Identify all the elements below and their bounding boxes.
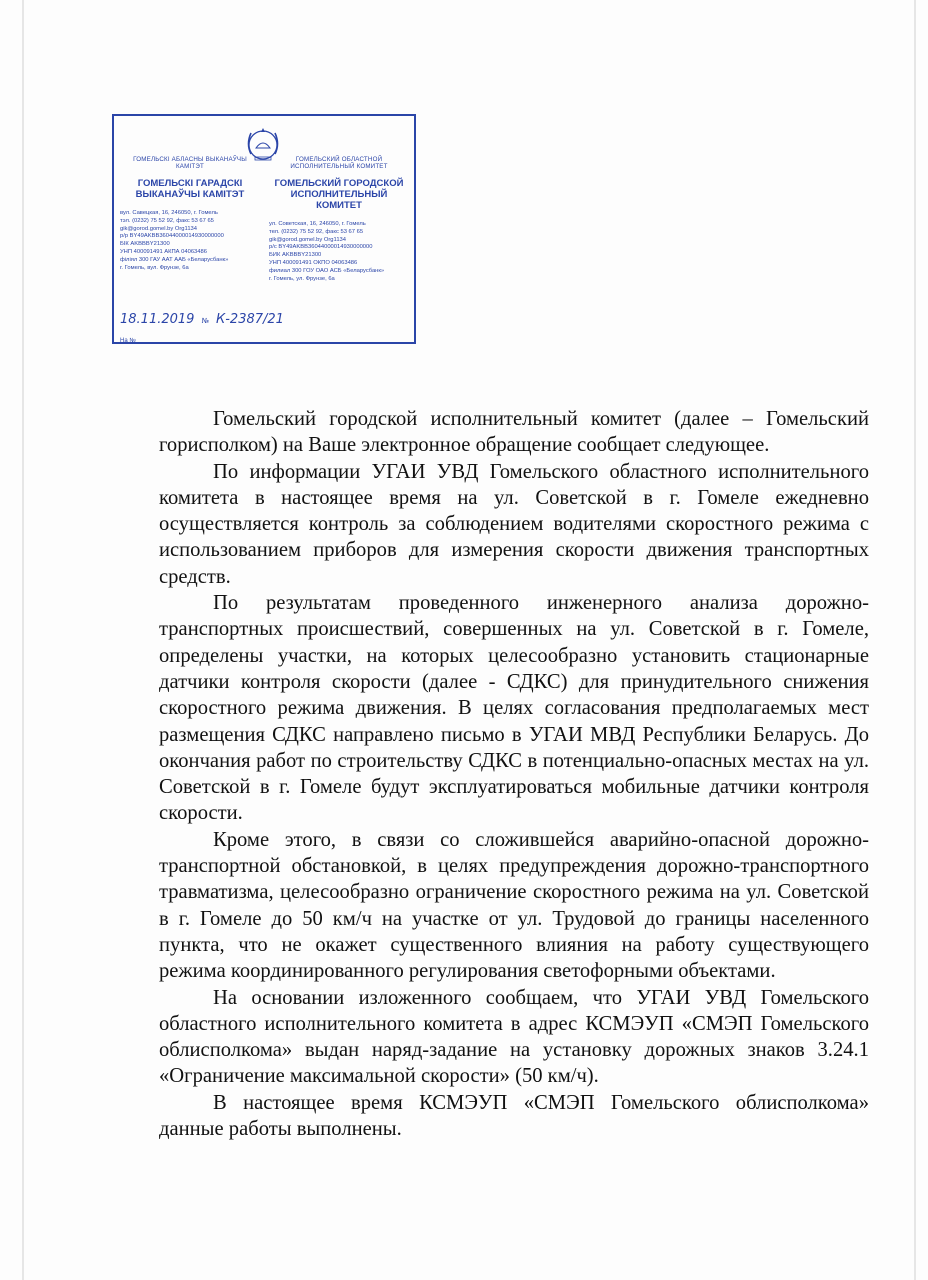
registration-number: К-2387/21 bbox=[216, 312, 284, 327]
reference-line: На № ________________ ______ bbox=[120, 338, 213, 344]
letter-body bbox=[159, 406, 869, 1142]
registration-date: 18.11.2019 bbox=[120, 312, 195, 327]
paragraph: На основании изложенного сообщаем, что УГАИ УВД Гомельского областного исполнительного комитета в адрес КСМЭУП «СМЭП Гомельского облисполкома» выдан наряд-задание на установку дорожных знаков 3.24.1 «Ограничение максимальной скорости» (50 км/ч). bbox=[159, 986, 869, 1088]
ru-city-committee: ГОМЕЛЬСКИЙ ГОРОДСКОЙ ИСПОЛНИТЕЛЬНЫЙ КОМИТЕТ bbox=[274, 178, 404, 211]
by-address-block: вул. Савецкая, 16, 246050, г. Гомель тэл. (0232) 75 52 92, факс 53 67 65 gik@gorod.gomel.by Org1134 р/р BY49AKBB36044000014930000000 БІК AKBBBY21300 УНП 400091491 АКПА 04063486 філіял 300 ГАУ ААТ ААБ «Беларусбанк» г. Гомель, вул. Фрунзе, 6а bbox=[120, 210, 229, 271]
by-oblast-committee: ГОМЕЛЬСКІ АБЛАСНЫ ВЫКАНАЎЧЫ КАМІТЭТ bbox=[133, 156, 247, 170]
paragraph: В настоящее время КСМЭУП «СМЭП Гомельского облисполкома» данные работы выполнены. bbox=[159, 1091, 869, 1141]
reference-label: На № bbox=[120, 338, 136, 344]
letterhead-stamp bbox=[112, 114, 416, 344]
paragraph: По результатам проведенного инженерного анализа дорожно-транспортных происшествий, совершенных на ул. Советской в г. Гомеле, определены участки, на которых целесообразно установить стационарные датчики контроля скорости (далее - СДКС) для принудительного снижения скоростного режима движения. В целях согласования предполагаемых мест размещения СДКС направлено письмо в УГАИ МВД Республики Беларусь. До окончания работ по строительству СДКС в потенциально-опасных местах на ул. Советской в г. Гомеле будут эксплуатироваться мобильные датчики контроля скорости. bbox=[159, 592, 869, 825]
number-label: № bbox=[201, 317, 209, 325]
paragraph: Кроме этого, в связи со сложившейся аварийно-опасной дорожно-транспортной обстановкой, в целях предупреждения дорожно-транспортного травматизма, целесообразно ограничение скоростного режима на ул. Советской в г. Гомеле до 50 км/ч на участке от ул. Трудовой до границы населенного пункта, что не окажет существенного влияния на работу существующего режима координированного регулирования светофорными объектами. bbox=[159, 828, 869, 983]
stamp-russian-column bbox=[269, 156, 409, 283]
scan-edge-right bbox=[914, 0, 916, 1280]
stamp-belarusian-column bbox=[120, 156, 260, 272]
ru-oblast-committee: ГОМЕЛЬСКИЙ ОБЛАСТНОЙ ИСПОЛНИТЕЛЬНЫЙ КОМИТЕТ bbox=[290, 156, 388, 170]
registration-line bbox=[120, 312, 284, 327]
paragraph: По информации УГАИ УВД Гомельского областного исполнительного комитета в настоящее время на ул. Советской в г. Гомеле ежедневно осуществляется контроль за соблюдением водителями скоростного режима с использованием приборов для измерения скорости движения транспортных средств. bbox=[159, 460, 869, 588]
scan-edge-left bbox=[22, 0, 24, 1280]
paragraph: Гомельский городской исполнительный комитет (далее – Гомельский горисполком) на Ваше электронное обращение сообщает следующее. bbox=[159, 408, 869, 457]
ru-address-block: ул. Советская, 16, 246050, г. Гомель тел. (0232) 75 52 92, факс 53 67 65 gik@gorod.gomel.by Org1134 р/с BY49AKBB36044000014930000000 БИК AKBBBY21300 УНП 400091491 ОКПО 04063486 филиал 300 ГОУ ОАО АСБ «Беларусбанк» г. Гомель, ул. Фрунзе, 6а bbox=[269, 221, 385, 282]
by-city-committee: ГОМЕЛЬСКІ ГАРАДСКІ ВЫКАНАЎЧЫ КАМІТЭТ bbox=[135, 178, 245, 200]
